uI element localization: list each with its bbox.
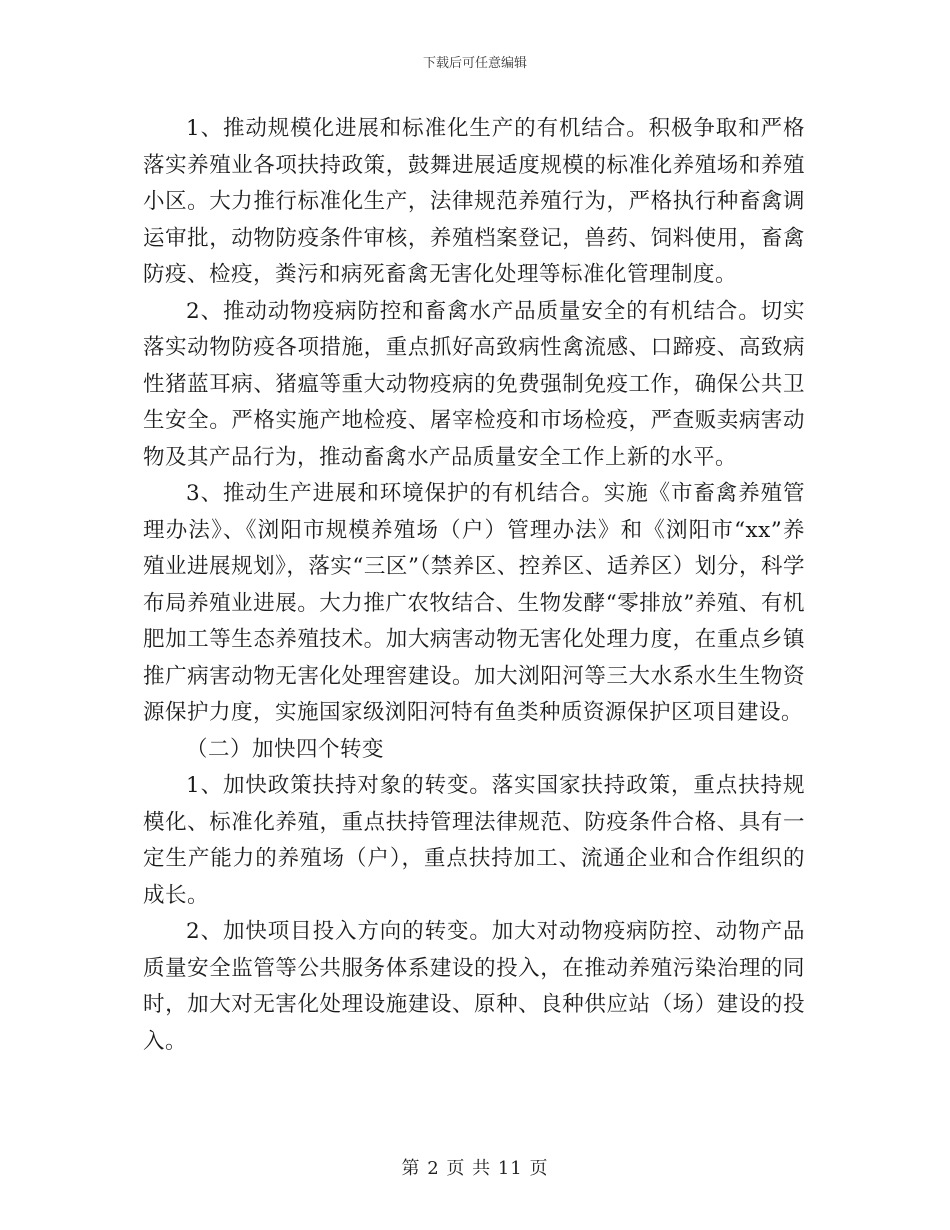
document-body: [143, 111, 805, 1060]
paragraph-5: 2、加快项目投入方向的转变。加大对动物疫病防控、动物产品质量安全监管等公共服务体系建设的投入，在推动养殖污染治理的同时，加大对无害化处理设施建设、原种、良种供应站（场）建设的投入。: [143, 919, 805, 1054]
section-heading: （二）加快四个转变: [186, 736, 385, 762]
page-header: 下载后可任意编辑: [422, 56, 527, 71]
paragraph-2: 2、推动动物疫病防控和畜禽水产品质量安全的有机结合。切实落实动物防疫各项措施，重点抓好高致病性禽流感、口蹄疫、高致病性猪蓝耳病、猪瘟等重大动物疫病的免费强制免疫工作，确保公共卫生安全。严格实施产地检疫、屠宰检疫和市场检疫，严查贩卖病害动物及其产品行为，推动畜禽水产品质量安全工作上新的水平。: [143, 298, 805, 470]
paragraph-3: 3、推动生产进展和环境保护的有机结合。实施《市畜禽养殖管理办法》、《浏阳市规模养殖场（户）管理办法》和《浏阳市“xx”养殖业进展规划》，落实“三区”（禁养区、控养区、适养区）划分，科学布局养殖业进展。大力推广农牧结合、生物发酵“零排放”养殖、有机肥加工等生态养殖技术。加大病害动物无害化处理力度，在重点乡镇推广病害动物无害化处理窖建设。加大浏阳河等三大水系水生生物资源保护力度，实施国家级浏阳河特有鱼类种质资源保护区项目建设。: [143, 481, 805, 725]
page-footer: 第 2 页 共 11 页: [401, 1158, 549, 1179]
paragraph-4: 1、加快政策扶持对象的转变。落实国家扶持政策，重点扶持规模化、标准化养殖，重点扶持管理法律规范、防疫条件合格、具有一定生产能力的养殖场（户），重点扶持加工、流通企业和合作组织的成长。: [143, 773, 805, 908]
paragraph-1: 1、推动规模化进展和标准化生产的有机结合。积极争取和严格落实养殖业各项扶持政策，鼓舞进展适度规模的标准化养殖场和养殖小区。大力推行标准化生产，法律规范养殖行为，严格执行种畜禽调运审批，动物防疫条件审核，养殖档案登记，兽药、饲料使用，畜禽防疫、检疫，粪污和病死畜禽无害化处理等标准化管理制度。: [143, 116, 805, 287]
